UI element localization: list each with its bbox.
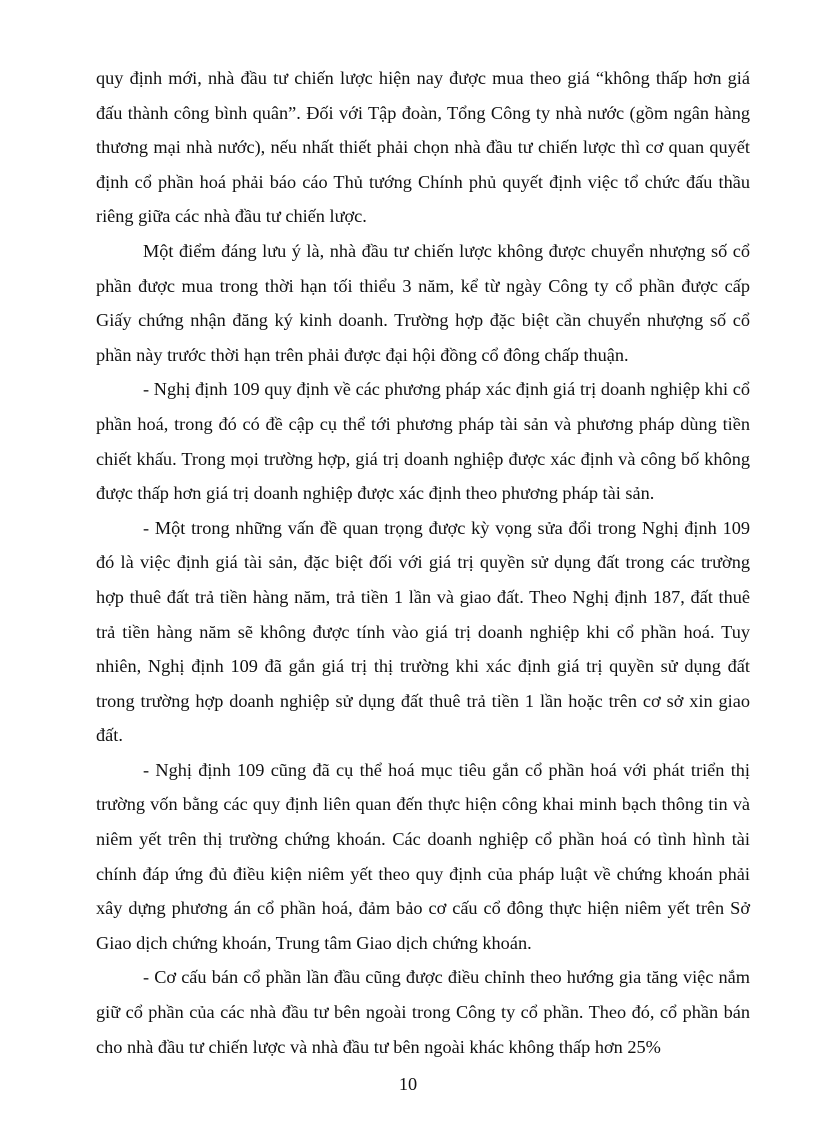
paragraph-share-structure: - Cơ cấu bán cổ phần lần đầu cũng được điều chỉnh theo hướng gia tăng việc nắm giữ cổ phần của các nhà đầu tư bên ngoài trong Công ty cổ phần. Theo đó, cổ phần bán cho nhà đầu tư chiến lược và nhà đầu tư bên ngoài khác không thấp hơn 25%: [96, 967, 750, 1057]
paragraph-strategic-investor-transfer: Một điểm đáng lưu ý là, nhà đầu tư chiến lược không được chuyển nhượng số cổ phần được mua trong thời hạn tối thiểu 3 năm, kể từ ngày Công ty cổ phần được cấp Giấy chứng nhận đăng ký kinh doanh. Trường hợp đặc biệt cần chuyển nhượng số cổ phần này trước thời hạn trên phải được đại hội đồng cổ đông chấp thuận.: [96, 240, 750, 365]
paragraph-valuation-methods: - Nghị định 109 quy định về các phương pháp xác định giá trị doanh nghiệp khi cổ phần hoá, trong đó có đề cập cụ thể tới phương pháp tài sản và phương pháp dùng tiền chiết khấu. Trong mọi trường hợp, giá trị doanh nghiệp được xác định và công bố không được thấp hơn giá trị doanh nghiệp được xác định theo phương pháp tài sản.: [96, 379, 750, 504]
paragraph-land-valuation: - Một trong những vấn đề quan trọng được kỳ vọng sửa đổi trong Nghị định 109 đó là việc định giá tài sản, đặc biệt đối với giá trị quyền sử dụng đất trong các trường hợp thuê đất trả tiền hàng năm, trả tiền 1 lần và giao đất. Theo Nghị định 187, đất thuê trả tiền hàng năm sẽ không được tính vào giá trị doanh nghiệp khi cổ phần hoá. Tuy nhiên, Nghị định 109 đã gắn giá trị thị trường khi xác định giá trị quyền sử dụng đất trong trường hợp doanh nghiệp sử dụng đất thuê trả tiền 1 lần hoặc trên cơ sở xin giao đất.: [96, 517, 750, 746]
document-body: [96, 61, 750, 1064]
paragraph-continuation: quy định mới, nhà đầu tư chiến lược hiện nay được mua theo giá “không thấp hơn giá đấu thành công bình quân”. Đối với Tập đoàn, Tổng Công ty nhà nước (gồm ngân hàng thương mại nhà nước), nếu nhất thiết phải chọn nhà đầu tư chiến lược thì cơ quan quyết định cổ phần hoá phải báo cáo Thủ tướng Chính phủ quyết định việc tổ chức đấu thầu riêng giữa các nhà đầu tư chiến lược.: [96, 68, 750, 227]
paragraph-capital-market: - Nghị định 109 cũng đã cụ thể hoá mục tiêu gắn cổ phần hoá với phát triển thị trường vốn bằng các quy định liên quan đến thực hiện công khai minh bạch thông tin và niêm yết trên thị trường chứng khoán. Các doanh nghiệp cổ phần hoá có tình hình tài chính đáp ứng đủ điều kiện niêm yết theo quy định của pháp luật về chứng khoán phải xây dựng phương án cổ phần hoá, đảm bảo cơ cấu cổ đông thực hiện niêm yết trên Sở Giao dịch chứng khoán, Trung tâm Giao dịch chứng khoán.: [96, 759, 750, 953]
page-number: 10: [398, 1074, 418, 1094]
